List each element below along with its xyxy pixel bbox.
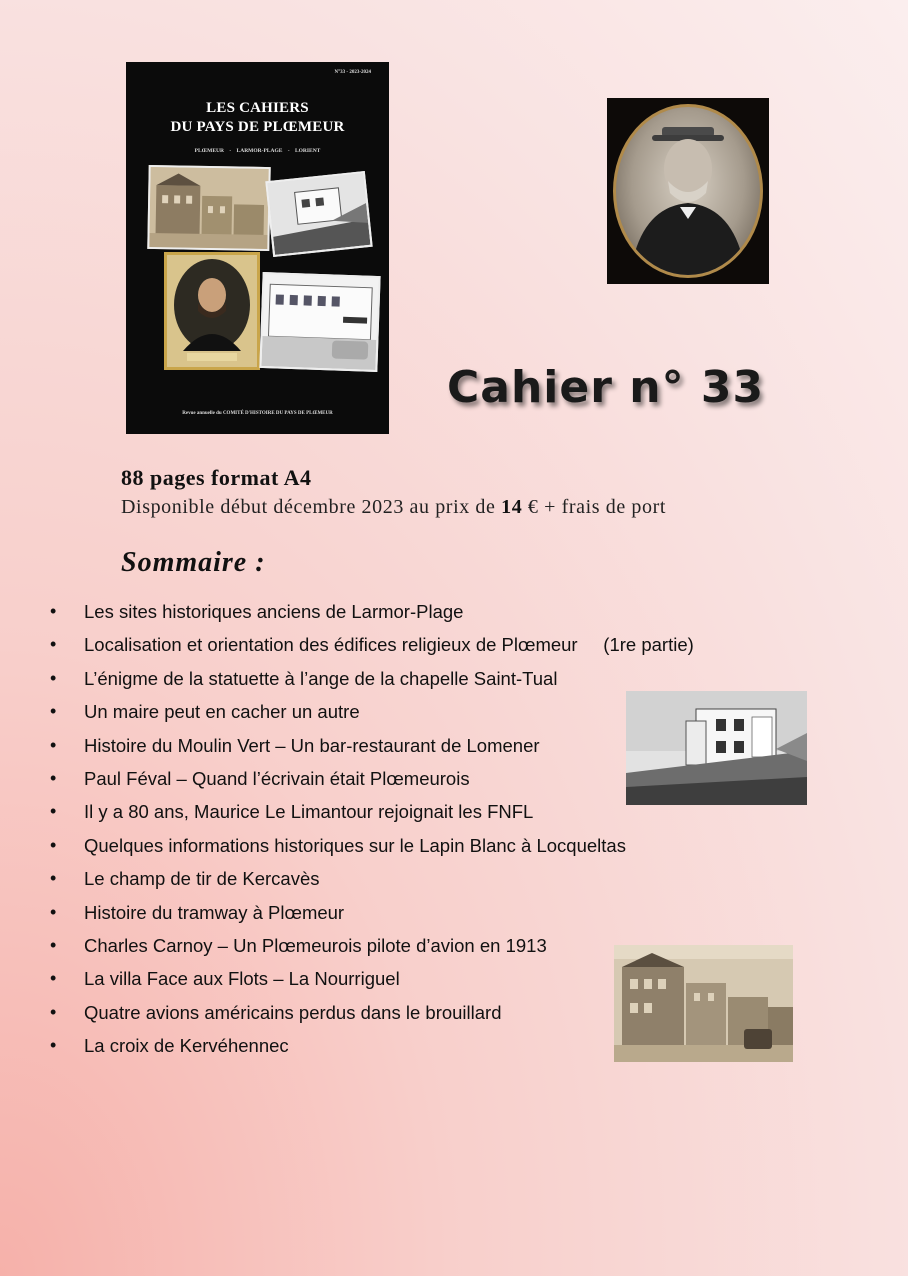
list-item bbox=[46, 1002, 694, 1035]
pages-format: 88 pages format A4 bbox=[121, 465, 312, 490]
list-item-text: L’énigme de la statuette à l’ange de la chapelle Saint-Tual bbox=[84, 667, 558, 689]
list-item-text: Les sites historiques anciens de Larmor-Plage bbox=[84, 601, 464, 622]
page-title: Cahier n° 33 bbox=[447, 362, 765, 413]
availability-after: € + frais de port bbox=[522, 496, 667, 518]
bullet: • bbox=[50, 1035, 57, 1056]
bullet: • bbox=[50, 901, 57, 922]
portrait-photo bbox=[607, 98, 769, 284]
list-item bbox=[46, 668, 694, 701]
list-item bbox=[46, 1035, 694, 1068]
list-item-text: La croix de Kervéhennec bbox=[84, 1035, 289, 1057]
cover-subtitle: PLŒMEUR - LARMOR-PLAGE - LORIENT bbox=[194, 148, 321, 154]
list-item-text: Le champ de tir de Kercavès bbox=[84, 868, 320, 890]
cover-photo-villa bbox=[265, 171, 372, 257]
list-item bbox=[46, 701, 694, 734]
street-photo bbox=[614, 945, 793, 1062]
cover-photo-portrait bbox=[164, 252, 260, 370]
list-item-text: Localisation et orientation des édifices religieux de Plœmeur (1re partie) bbox=[84, 634, 694, 656]
magazine-cover bbox=[126, 62, 389, 434]
sommaire-heading: Sommaire : bbox=[121, 547, 266, 578]
bullet: • bbox=[50, 968, 57, 989]
bullet: • bbox=[50, 634, 57, 655]
list-item bbox=[46, 968, 694, 1001]
availability-text bbox=[121, 494, 741, 521]
list-item bbox=[46, 935, 694, 968]
list-item-text: Quelques informations historiques sur le Lapin Blanc à Locqueltas bbox=[84, 834, 626, 856]
cover-issue-number: N°33 - 2023-2024 bbox=[334, 70, 371, 75]
list-item bbox=[46, 634, 694, 667]
price-value: 14 bbox=[501, 496, 523, 518]
bullet: • bbox=[50, 801, 57, 822]
bullet: • bbox=[50, 601, 57, 621]
list-item bbox=[46, 902, 694, 935]
list-item-text: Histoire du tramway à Plœmeur bbox=[84, 901, 345, 923]
cover-photo-restaurant bbox=[259, 272, 380, 372]
portrait-oval-frame bbox=[613, 104, 763, 278]
list-item-text: Quatre avions américains perdus dans le brouillard bbox=[84, 1001, 502, 1023]
cover-title-line1: LES CAHIERS bbox=[206, 100, 309, 116]
bullet: • bbox=[50, 734, 57, 755]
list-item bbox=[46, 768, 694, 801]
list-item bbox=[46, 868, 694, 901]
list-item-text: Il y a 80 ans, Maurice Le Limantour rejoignait les FNFL bbox=[84, 801, 534, 823]
bullet: • bbox=[50, 701, 57, 722]
list-item-text: Charles Carnoy – Un Plœmeurois pilote d’avion en 1913 bbox=[84, 934, 547, 956]
cover-photo-street bbox=[147, 165, 270, 251]
bullet: • bbox=[50, 667, 57, 688]
availability-before: Disponible début décembre 2023 au prix de bbox=[121, 496, 502, 518]
bullet: • bbox=[50, 1001, 57, 1022]
list-item-text: Histoire du Moulin Vert – Un bar-restaurant de Lomener bbox=[84, 734, 540, 756]
cover-title-line2: DU PAYS DE PLŒMEUR bbox=[170, 119, 345, 135]
bullet: • bbox=[50, 868, 57, 889]
list-item bbox=[46, 735, 694, 768]
list-item-text: Paul Féval – Quand l’écrivain était Plœmeurois bbox=[84, 767, 470, 789]
list-item-text: La villa Face aux Flots – La Nourriguel bbox=[84, 968, 400, 990]
bullet: • bbox=[50, 834, 57, 855]
bullet: • bbox=[50, 934, 57, 955]
list-item-text: Un maire peut en cacher un autre bbox=[84, 701, 360, 723]
villa-photo bbox=[626, 691, 807, 805]
table-of-contents bbox=[46, 601, 694, 1068]
cover-footer: Revue annuelle du COMITÉ D'HISTOIRE DU PAYS DE PLŒMEUR bbox=[182, 411, 333, 416]
bullet: • bbox=[50, 767, 57, 788]
list-item bbox=[46, 835, 694, 868]
list-item bbox=[46, 601, 694, 634]
list-item bbox=[46, 801, 694, 834]
